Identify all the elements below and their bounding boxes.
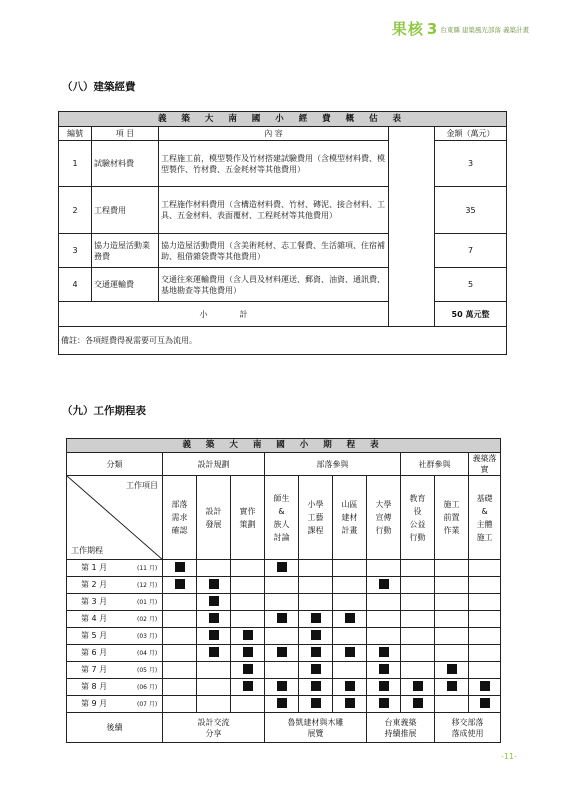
schedule-cell bbox=[469, 662, 501, 679]
schedule-cell bbox=[163, 679, 197, 696]
schedule-mark bbox=[311, 630, 321, 640]
schedule-cell bbox=[299, 611, 333, 628]
schedule-cell bbox=[231, 560, 265, 577]
schedule-cell bbox=[265, 645, 299, 662]
schedule-cell bbox=[367, 594, 401, 611]
schedule-cell bbox=[401, 662, 435, 679]
schedule-mark bbox=[345, 613, 355, 623]
table-row bbox=[67, 594, 501, 611]
schedule-cell bbox=[469, 696, 501, 713]
schedule-month-label: 第 8 月 bbox=[81, 682, 108, 691]
schedule-mark bbox=[311, 698, 321, 708]
budget-header-amount: 金額（萬元） bbox=[435, 127, 507, 141]
schedule-cell bbox=[401, 611, 435, 628]
budget-row-item: 試驗材料費 bbox=[92, 141, 159, 187]
schedule-mark bbox=[480, 698, 490, 708]
schedule-followup-label: 後續 bbox=[67, 713, 163, 743]
budget-row-amount: 3 bbox=[435, 141, 507, 187]
schedule-mark bbox=[277, 647, 287, 657]
schedule-mark bbox=[277, 613, 287, 623]
schedule-month-period: (06 月) bbox=[137, 684, 158, 691]
schedule-cell bbox=[367, 645, 401, 662]
budget-section-title: （八）建築經費 bbox=[62, 81, 136, 93]
schedule-cell bbox=[469, 645, 501, 662]
schedule-work-item: 施工 前置 作業 bbox=[435, 476, 469, 560]
schedule-cell bbox=[333, 662, 367, 679]
schedule-mark bbox=[243, 681, 253, 691]
schedule-cell bbox=[231, 645, 265, 662]
schedule-cell bbox=[435, 577, 469, 594]
schedule-mark bbox=[311, 647, 321, 657]
schedule-month-cell bbox=[67, 696, 163, 713]
schedule-cell bbox=[469, 628, 501, 645]
schedule-cell bbox=[367, 696, 401, 713]
schedule-cell bbox=[265, 560, 299, 577]
schedule-month-period: (11 月) bbox=[137, 565, 158, 572]
schedule-cell bbox=[299, 696, 333, 713]
schedule-mark bbox=[209, 596, 219, 606]
page-header bbox=[392, 18, 529, 39]
schedule-month-cell bbox=[67, 628, 163, 645]
schedule-mark bbox=[379, 698, 389, 708]
schedule-mark bbox=[413, 681, 423, 691]
header-subtitle: 台東縣 建築風光部落 義築計畫 bbox=[440, 26, 529, 34]
schedule-cell bbox=[435, 594, 469, 611]
schedule-cell bbox=[469, 560, 501, 577]
budget-table-title: 義 築 大 南 國 小 經 費 概 估 表 bbox=[59, 112, 507, 127]
schedule-cell bbox=[231, 628, 265, 645]
schedule-month-label: 第 5 月 bbox=[81, 631, 108, 640]
schedule-cell bbox=[265, 628, 299, 645]
schedule-work-item: 大學 宣傳 行動 bbox=[367, 476, 401, 560]
schedule-corner-top: 工作項目 bbox=[126, 481, 158, 490]
schedule-mark bbox=[209, 579, 219, 589]
table-row bbox=[67, 679, 501, 696]
schedule-month-label: 第 6 月 bbox=[81, 648, 108, 657]
schedule-work-item: 基礎 & 主體 施工 bbox=[469, 476, 501, 560]
schedule-month-cell bbox=[67, 611, 163, 628]
schedule-cell bbox=[197, 662, 231, 679]
schedule-cell bbox=[401, 628, 435, 645]
schedule-cell bbox=[163, 611, 197, 628]
schedule-month-cell bbox=[67, 645, 163, 662]
schedule-mark bbox=[243, 647, 253, 657]
schedule-mark bbox=[209, 647, 219, 657]
schedule-month-cell bbox=[67, 594, 163, 611]
schedule-cell bbox=[265, 696, 299, 713]
schedule-cell bbox=[163, 577, 197, 594]
budget-row-no: 3 bbox=[59, 234, 92, 268]
schedule-month-label: 第 2 月 bbox=[81, 580, 108, 589]
schedule-mark bbox=[379, 681, 389, 691]
schedule-cell bbox=[197, 560, 231, 577]
schedule-work-item: 山區 建材 計畫 bbox=[333, 476, 367, 560]
schedule-cell bbox=[265, 662, 299, 679]
schedule-cell bbox=[163, 560, 197, 577]
header-number: 3 bbox=[426, 20, 438, 38]
schedule-cell bbox=[435, 696, 469, 713]
schedule-mark bbox=[447, 681, 457, 691]
table-row bbox=[67, 645, 501, 662]
schedule-cell bbox=[469, 594, 501, 611]
schedule-section-title: （九）工作期程表 bbox=[62, 405, 146, 417]
schedule-cell bbox=[401, 594, 435, 611]
schedule-cell bbox=[299, 628, 333, 645]
schedule-cell bbox=[333, 628, 367, 645]
table-row bbox=[59, 268, 507, 302]
schedule-mark bbox=[277, 562, 287, 572]
budget-note: 備註：各項經費得視需要可互為流用。 bbox=[59, 327, 507, 355]
schedule-cell bbox=[435, 560, 469, 577]
schedule-cell bbox=[299, 662, 333, 679]
schedule-cell bbox=[435, 662, 469, 679]
schedule-month-period: (04 月) bbox=[137, 650, 158, 657]
budget-row-no: 2 bbox=[59, 187, 92, 234]
budget-row-content: 工程施工前，模型製作及竹材搭建試驗費用（含模型材料費、模型製作、竹材費、五金耗材等其他費用） bbox=[159, 141, 389, 187]
schedule-cell bbox=[469, 679, 501, 696]
schedule-cell bbox=[367, 611, 401, 628]
schedule-category-label: 分類 bbox=[67, 453, 163, 476]
schedule-cell bbox=[401, 645, 435, 662]
schedule-month-cell bbox=[67, 560, 163, 577]
schedule-cell bbox=[435, 611, 469, 628]
schedule-category: 部落參與 bbox=[265, 453, 401, 476]
budget-row-content: 工程施作材料費用（含構造材料費、竹材、磚泥、接合材料、工具、五金材料、表面覆材、工程耗材等其他費用） bbox=[159, 187, 389, 234]
schedule-cell bbox=[197, 645, 231, 662]
schedule-month-label: 第 1 月 bbox=[81, 563, 108, 572]
schedule-cell bbox=[333, 611, 367, 628]
schedule-mark bbox=[243, 664, 253, 674]
schedule-work-item: 師生 & 族人 討論 bbox=[265, 476, 299, 560]
table-row bbox=[67, 628, 501, 645]
schedule-cell bbox=[333, 645, 367, 662]
schedule-cell bbox=[367, 662, 401, 679]
schedule-cell bbox=[401, 577, 435, 594]
schedule-cell bbox=[163, 594, 197, 611]
schedule-month-cell bbox=[67, 662, 163, 679]
schedule-cell bbox=[435, 645, 469, 662]
schedule-mark bbox=[345, 698, 355, 708]
table-row bbox=[59, 234, 507, 268]
schedule-mark bbox=[175, 562, 185, 572]
budget-row-item: 工程費用 bbox=[92, 187, 159, 234]
table-row bbox=[67, 577, 501, 594]
schedule-mark bbox=[379, 664, 389, 674]
schedule-cell bbox=[435, 628, 469, 645]
schedule-mark bbox=[311, 664, 321, 674]
schedule-cell bbox=[333, 679, 367, 696]
budget-row-no: 4 bbox=[59, 268, 92, 302]
schedule-table bbox=[66, 438, 501, 743]
schedule-cell bbox=[333, 560, 367, 577]
budget-header-no: 編號 bbox=[59, 127, 92, 141]
budget-subtotal-value: 50 萬元整 bbox=[435, 302, 507, 327]
schedule-followup: 台東義築 持續推展 bbox=[367, 713, 435, 743]
schedule-cell bbox=[299, 594, 333, 611]
schedule-work-item: 部落 需求 確認 bbox=[163, 476, 197, 560]
budget-header-item: 項 目 bbox=[92, 127, 159, 141]
schedule-month-period: (03 月) bbox=[137, 633, 158, 640]
schedule-month-label: 第 9 月 bbox=[81, 699, 108, 708]
schedule-cell bbox=[367, 679, 401, 696]
table-row bbox=[59, 187, 507, 234]
table-row bbox=[67, 662, 501, 679]
schedule-cell bbox=[367, 560, 401, 577]
schedule-cell bbox=[197, 628, 231, 645]
schedule-mark bbox=[447, 664, 457, 674]
schedule-cell bbox=[469, 577, 501, 594]
schedule-month-period: (05 月) bbox=[137, 667, 158, 674]
schedule-cell bbox=[163, 696, 197, 713]
page-number: -11- bbox=[501, 752, 517, 761]
schedule-cell bbox=[265, 577, 299, 594]
schedule-mark bbox=[345, 647, 355, 657]
schedule-cell bbox=[231, 696, 265, 713]
schedule-cell bbox=[367, 577, 401, 594]
table-row bbox=[67, 560, 501, 577]
schedule-category: 設計規劃 bbox=[163, 453, 265, 476]
budget-row-item: 交通運輸費 bbox=[92, 268, 159, 302]
schedule-cell bbox=[401, 696, 435, 713]
schedule-month-period: (07 月) bbox=[137, 701, 158, 708]
schedule-mark bbox=[175, 579, 185, 589]
budget-row-content: 協力造屋活動費用（含美術耗材、志工餐費、生活雜項、住宿補助、租借雜袋費等其他費用） bbox=[159, 234, 389, 268]
schedule-cell bbox=[231, 577, 265, 594]
budget-row-amount: 7 bbox=[435, 234, 507, 268]
schedule-cell bbox=[163, 628, 197, 645]
budget-row-amount: 35 bbox=[435, 187, 507, 234]
schedule-month-cell bbox=[67, 577, 163, 594]
schedule-cell bbox=[435, 679, 469, 696]
schedule-cell bbox=[197, 611, 231, 628]
schedule-month-period: (12 月) bbox=[137, 582, 158, 589]
schedule-followup: 設計交流 分享 bbox=[163, 713, 265, 743]
budget-row-no: 1 bbox=[59, 141, 92, 187]
schedule-mark bbox=[480, 681, 490, 691]
budget-row-content: 交通往來運輸費用（含人員及材料運送、郵資、油資、通訊費、基地勘查等其他費用） bbox=[159, 268, 389, 302]
schedule-cell bbox=[197, 679, 231, 696]
schedule-cell bbox=[333, 696, 367, 713]
schedule-mark bbox=[379, 579, 389, 589]
schedule-work-item: 實作 策劃 bbox=[231, 476, 265, 560]
schedule-mark bbox=[413, 698, 423, 708]
schedule-corner-cell bbox=[67, 476, 163, 560]
schedule-cell bbox=[231, 662, 265, 679]
schedule-month-period: (01 月) bbox=[137, 599, 158, 606]
schedule-cell bbox=[367, 628, 401, 645]
schedule-cell bbox=[197, 696, 231, 713]
schedule-month-label: 第 3 月 bbox=[81, 597, 108, 606]
table-row bbox=[59, 141, 507, 187]
schedule-cell bbox=[299, 560, 333, 577]
schedule-cell bbox=[265, 594, 299, 611]
schedule-mark bbox=[209, 630, 219, 640]
schedule-mark bbox=[209, 613, 219, 623]
budget-row-item: 協力造屋活動業務費 bbox=[92, 234, 159, 268]
schedule-corner-bottom: 工作期程 bbox=[71, 546, 103, 555]
budget-table bbox=[58, 111, 507, 355]
schedule-cell bbox=[265, 611, 299, 628]
budget-row-amount: 5 bbox=[435, 268, 507, 302]
schedule-month-period: (02 月) bbox=[137, 616, 158, 623]
schedule-followup: 移交部落 落成使用 bbox=[435, 713, 501, 743]
schedule-followup: 魯凱建材與木雕 展覽 bbox=[265, 713, 367, 743]
schedule-mark bbox=[277, 698, 287, 708]
schedule-cell bbox=[333, 594, 367, 611]
schedule-work-item: 教育 役 公益 行動 bbox=[401, 476, 435, 560]
schedule-work-item: 設計 發展 bbox=[197, 476, 231, 560]
schedule-cell bbox=[197, 594, 231, 611]
header-brand: 果核 bbox=[391, 20, 424, 38]
schedule-category: 社群參與 bbox=[401, 453, 469, 476]
table-row bbox=[67, 611, 501, 628]
schedule-cell bbox=[231, 611, 265, 628]
schedule-cell bbox=[231, 679, 265, 696]
schedule-cell bbox=[333, 577, 367, 594]
schedule-cell bbox=[231, 594, 265, 611]
schedule-cell bbox=[163, 662, 197, 679]
schedule-cell bbox=[401, 679, 435, 696]
schedule-mark bbox=[243, 630, 253, 640]
schedule-cell bbox=[401, 560, 435, 577]
schedule-cell bbox=[299, 577, 333, 594]
schedule-month-label: 第 7 月 bbox=[81, 665, 108, 674]
budget-header-content: 內 容 bbox=[159, 127, 389, 141]
schedule-table-title: 義 築 大 南 國 小 期 程 表 bbox=[67, 439, 501, 453]
schedule-mark bbox=[345, 681, 355, 691]
schedule-cell bbox=[197, 577, 231, 594]
schedule-cell bbox=[163, 645, 197, 662]
budget-empty-column bbox=[389, 127, 435, 327]
schedule-mark bbox=[379, 647, 389, 657]
schedule-mark bbox=[311, 613, 321, 623]
schedule-work-item: 小學 工藝 課程 bbox=[299, 476, 333, 560]
schedule-cell bbox=[299, 645, 333, 662]
schedule-mark bbox=[311, 681, 321, 691]
budget-subtotal-label: 小 計 bbox=[59, 302, 389, 327]
table-row bbox=[67, 696, 501, 713]
schedule-cell bbox=[265, 679, 299, 696]
schedule-month-cell bbox=[67, 679, 163, 696]
schedule-cell bbox=[469, 611, 501, 628]
schedule-mark bbox=[277, 681, 287, 691]
schedule-month-label: 第 4 月 bbox=[81, 614, 108, 623]
schedule-category: 義築落實 bbox=[469, 453, 501, 476]
schedule-cell bbox=[299, 679, 333, 696]
